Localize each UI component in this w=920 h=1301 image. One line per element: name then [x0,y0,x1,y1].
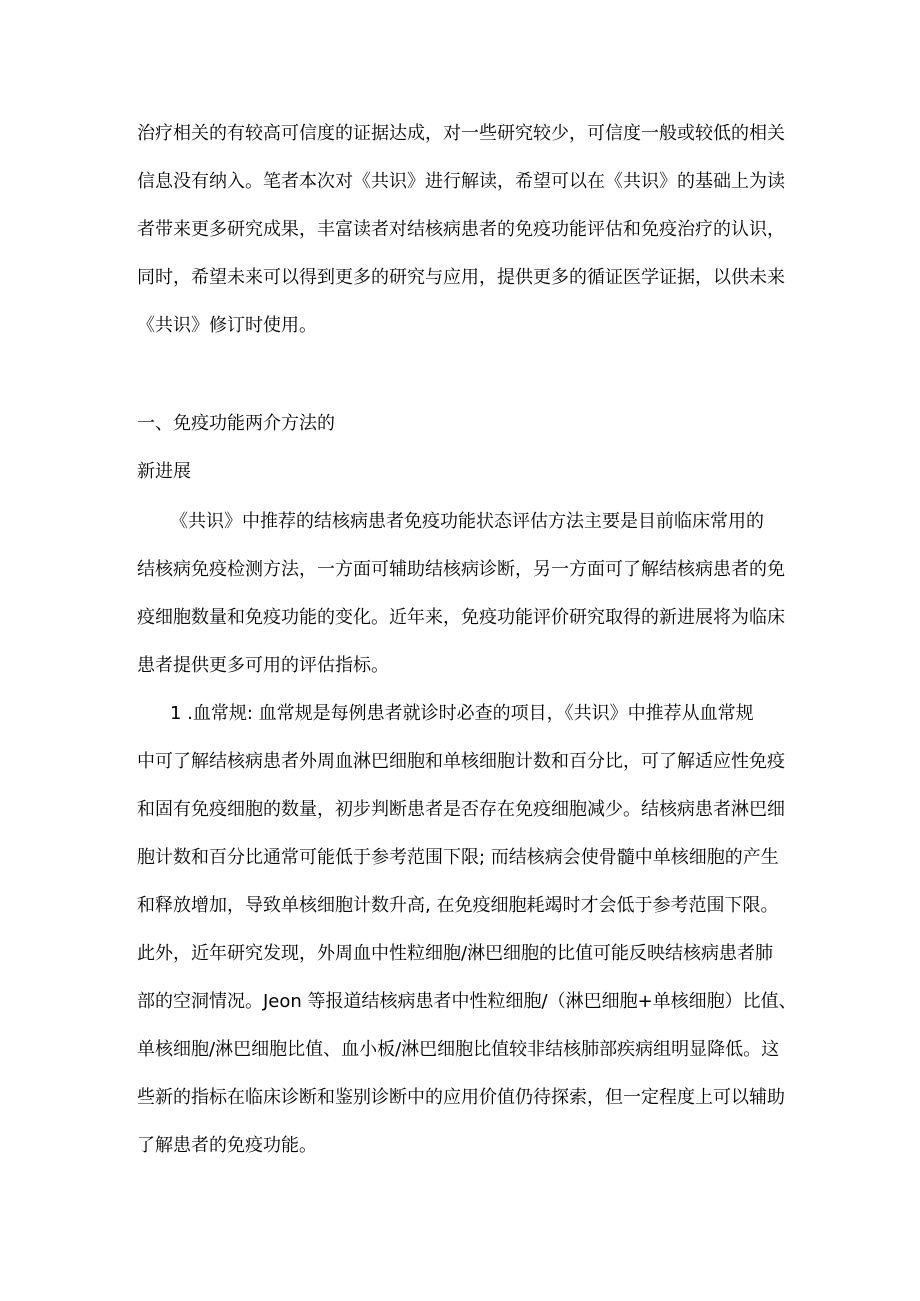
text-line: 治疗相关的有较高可信度的证据达成，对一些研究较少，可信度一般或较低的相关 [137,123,785,144]
text-line: 了解患者的免疫功能。 [137,1135,317,1156]
text-line: 单核细胞/淋巴细胞比值、血小板/淋巴细胞比值较非结核肺部疾病组明显降低。这 [137,1039,780,1060]
text-line: 1 .血常规: 血常规是每例患者就诊时必查的项目，《共识》中推荐从血常规 [170,703,754,724]
text-line: 患者提供更多可用的评估指标。 [137,655,389,676]
text-line: 结核病免疫检测方法，一方面可辅助结核病诊断，另一方面可了解结核病患者的免 [137,559,785,580]
text-line: 《共识》修订时使用。 [137,315,317,336]
text-line: 胞计数和百分比通常可能低于参考范围下限; 而结核病会使骨髓中单核细胞的产生 [137,847,779,868]
text-line: 和固有免疫细胞的数量，初步判断患者是否存在免疫细胞减少。结核病患者淋巴细 [137,799,785,820]
text-line: 者带来更多研究成果，丰富读者对结核病患者的免疫功能评估和免疫治疗的认识， [137,219,785,240]
section-heading: 新进展 [137,461,191,482]
text-line: 部的空洞情况。Jeon 等报道结核病患者中性粒细胞/（淋巴细胞+单核细胞）比值、 [137,991,797,1012]
text-line: 和释放增加，导致单核细胞计数升高, 在免疫细胞耗竭时才会低于参考范围下限。 [137,895,779,916]
section-heading: 一、免疫功能两介方法的 [137,413,335,434]
text-line: 此外，近年研究发现，外周血中性粒细胞/淋巴细胞的比值可能反映结核病患者肺 [137,943,774,964]
text-line: 些新的指标在临床诊断和鉴别诊断中的应用价值仍待探索，但一定程度上可以辅助 [137,1087,785,1108]
text-line: 信息没有纳入。笔者本次对《共识》进行解读，希望可以在《共识》的基础上为读 [137,171,785,192]
text-line: 疫细胞数量和免疫功能的变化。近年来，免疫功能评价研究取得的新进展将为临床 [137,607,785,628]
text-line: 《共识》中推荐的结核病患者免疫功能状态评估方法主要是目前临床常用的 [170,511,764,532]
text-line: 中可了解结核病患者外周血淋巴细胞和单核细胞计数和百分比，可了解适应性免疫 [137,751,785,772]
text-line: 同时，希望未来可以得到更多的研究与应用，提供更多的循证医学证据，以供未来 [137,267,785,288]
